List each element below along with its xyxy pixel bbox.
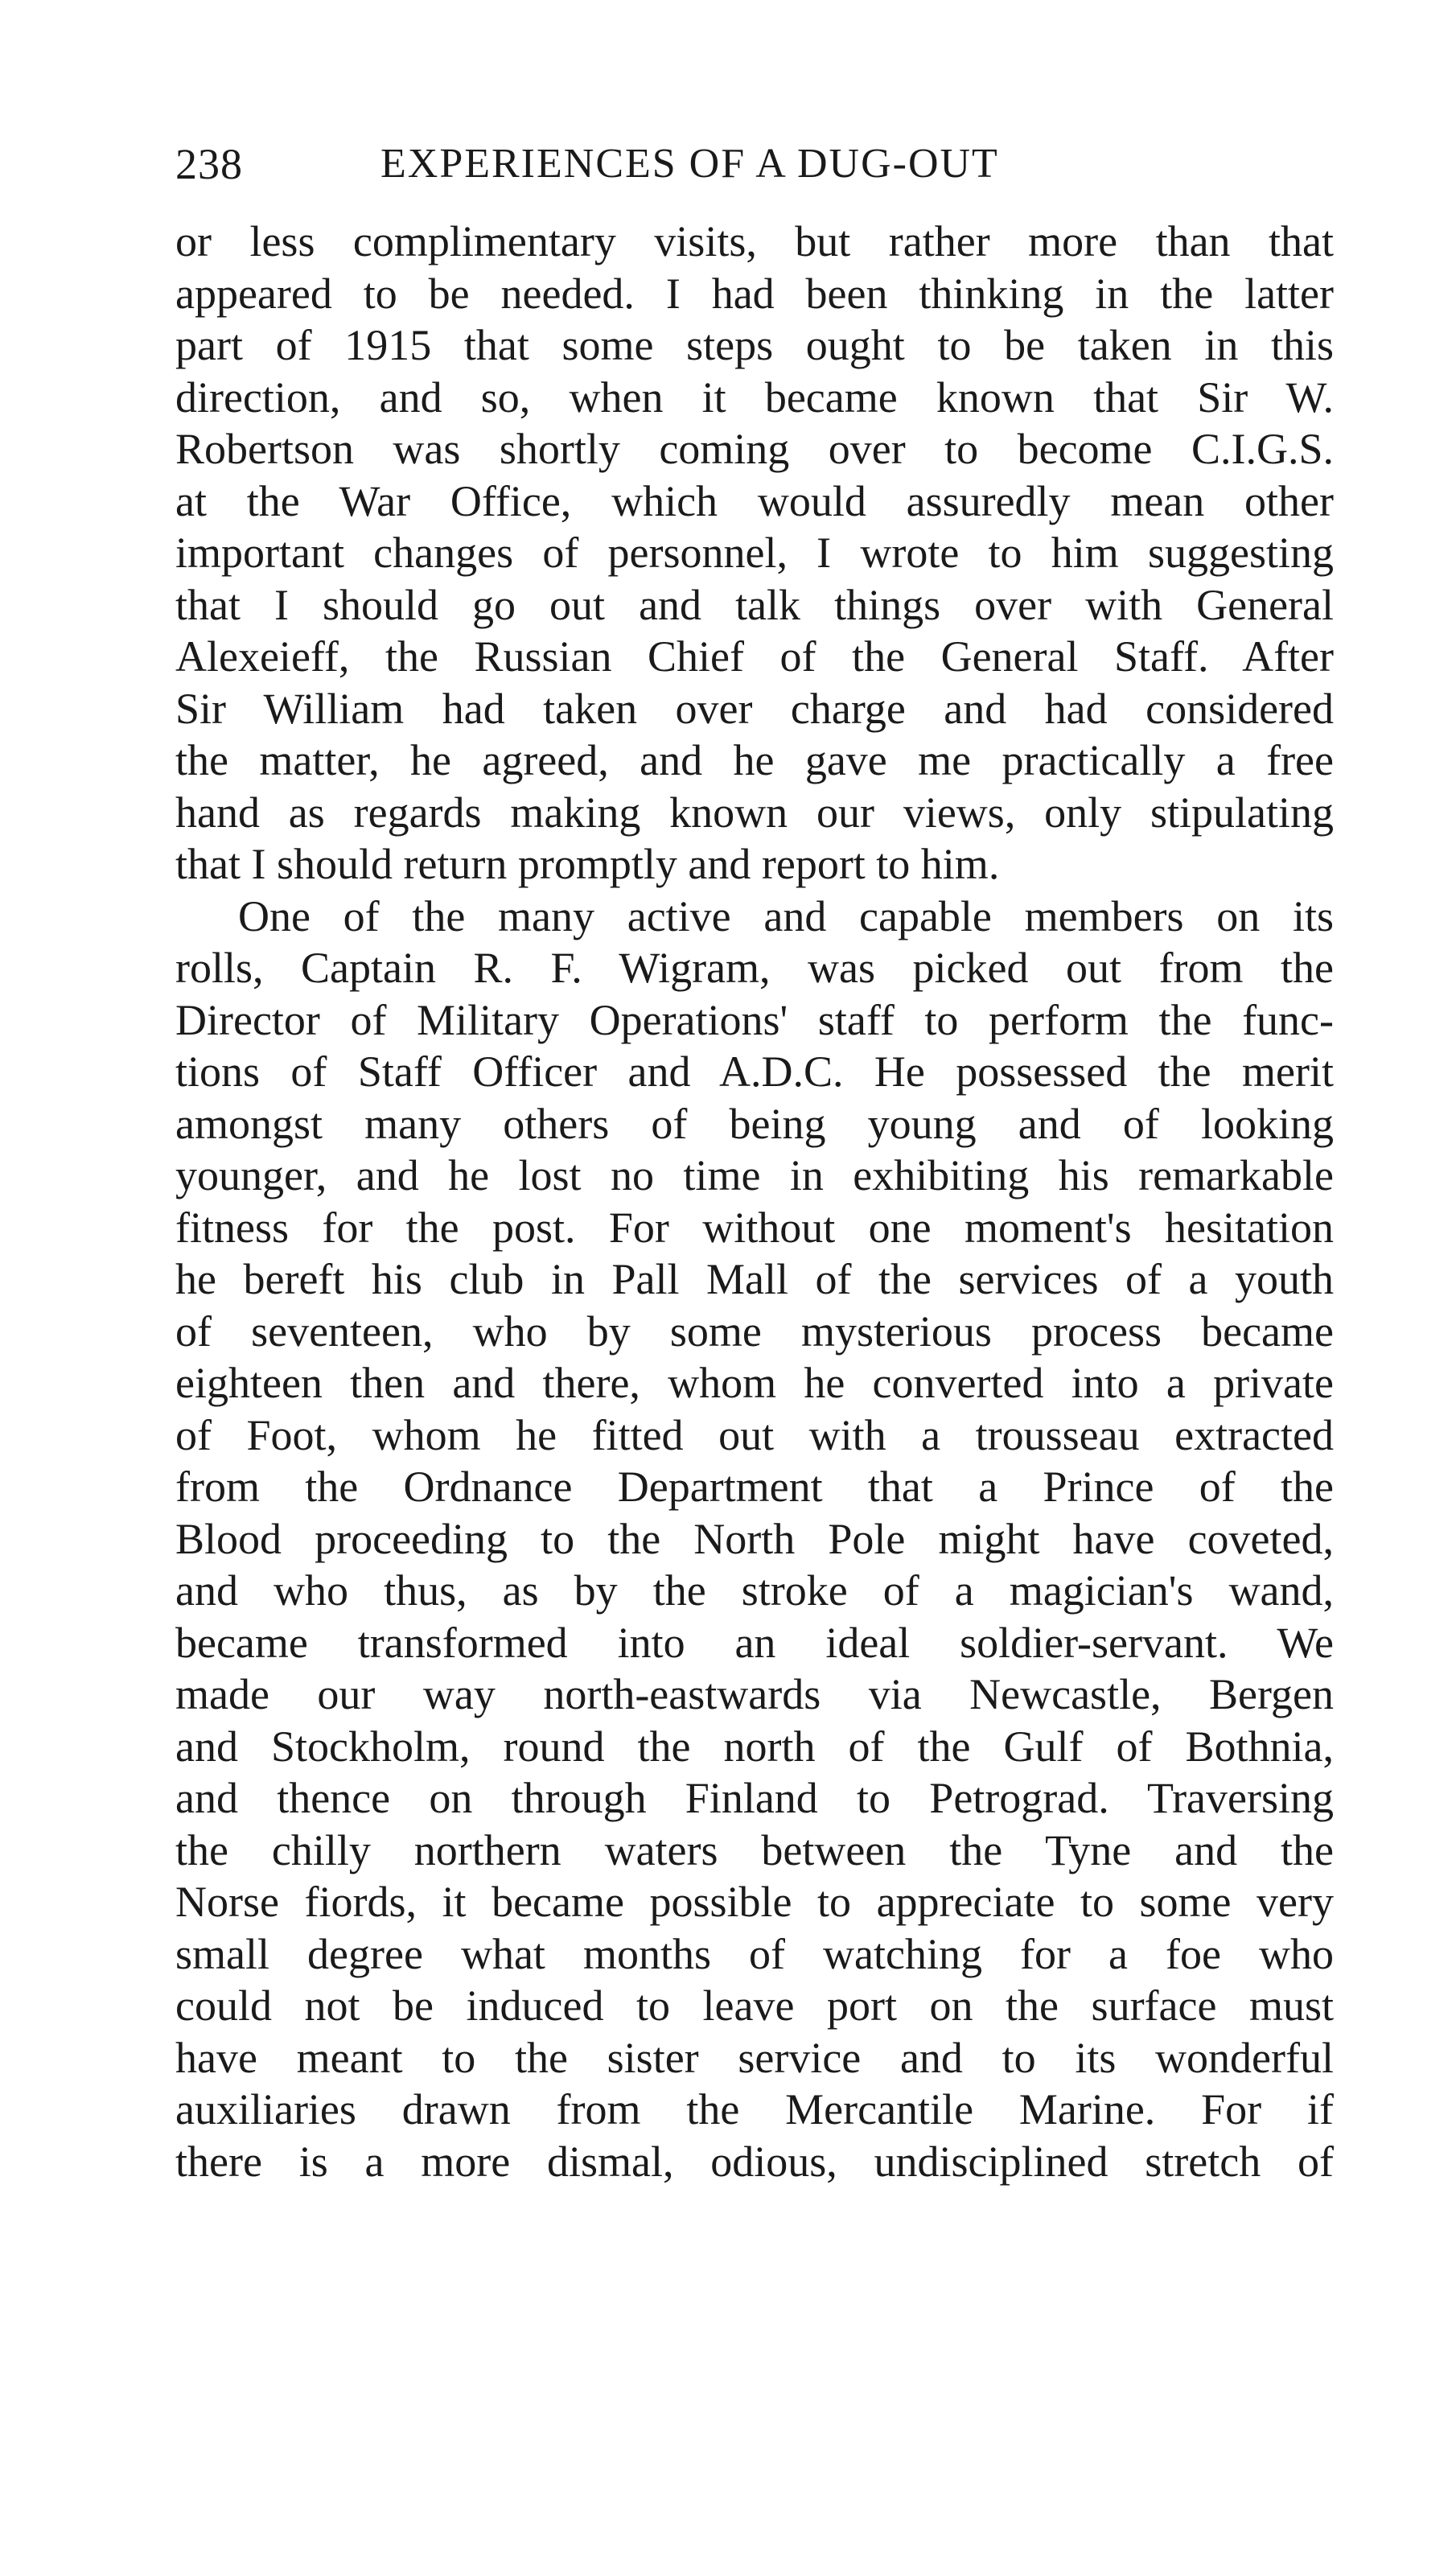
text-line: became transformed into an ideal soldier-servant. We <box>175 1618 1334 1667</box>
text-line: and Stockholm, round the north of the Gulf of Bothnia, <box>175 1722 1334 1771</box>
paragraph-1 <box>175 216 1334 891</box>
page-number: 238 <box>175 140 243 188</box>
text-line: appeared to be needed. I had been thinking in the latter <box>175 269 1334 318</box>
text-line: and who thus, as by the stroke of a magician's wand, <box>175 1566 1334 1615</box>
text-line: Alexeieff, the Russian Chief of the General Staff. After <box>175 632 1334 681</box>
text-line: the chilly northern waters between the Tyne and the <box>175 1825 1334 1874</box>
text-line: made our way north-eastwards via Newcastle, Bergen <box>175 1670 1334 1718</box>
text-line: One of the many active and capable members on its <box>238 891 1334 940</box>
text-line: that I should return promptly and report to him. <box>175 840 1000 888</box>
text-line: small degree what months of watching for a foe who <box>175 1929 1334 1978</box>
text-line: and thence on through Finland to Petrograd. Traversing <box>175 1774 1334 1822</box>
text-line: Robertson was shortly coming over to become C.I.G.S. <box>175 425 1334 473</box>
text-line: Blood proceeding to the North Pole might have coveted, <box>175 1514 1334 1563</box>
text-line: tions of Staff Officer and A.D.C. He possessed the merit <box>175 1047 1334 1096</box>
text-line: that I should go out and talk things over with General <box>175 580 1334 629</box>
paragraph-2 <box>175 891 1334 2188</box>
text-line: Sir William had taken over charge and had considered <box>175 684 1334 733</box>
text-line: of seventeen, who by some mysterious process became <box>175 1306 1334 1356</box>
text-line: he bereft his club in Pall Mall of the services of a youth <box>175 1255 1334 1303</box>
text-line: eighteen then and there, whom he converted into a private <box>175 1359 1334 1407</box>
text-line: Norse fiords, it became possible to appreciate to some very <box>175 1878 1334 1926</box>
text-line: direction, and so, when it became known that Sir W. <box>175 372 1334 422</box>
text-line: the matter, he agreed, and he gave me practically a free <box>175 736 1334 784</box>
text-line: from the Ordnance Department that a Prince of the <box>175 1463 1334 1511</box>
text-line: have meant to the sister service and to its wonderful <box>175 2033 1334 2082</box>
text-line: at the War Office, which would assuredly mean other <box>175 476 1334 525</box>
text-line: part of 1915 that some steps ought to be taken in this <box>175 321 1334 369</box>
text-line: younger, and he lost no time in exhibiting his remarkable <box>175 1151 1334 1199</box>
text-line: of Foot, whom he fitted out with a trousseau extracted <box>175 1410 1334 1459</box>
text-line: hand as regards making known our views, only stipulating <box>175 788 1334 837</box>
running-title: EXPERIENCES OF A DUG-OUT <box>380 141 999 187</box>
text-line: auxiliaries drawn from the Mercantile Marine. For if <box>175 2085 1334 2133</box>
text-line: Director of Military Operations' staff to perform the func- <box>175 995 1334 1044</box>
text-line: important changes of personnel, I wrote to him suggesting <box>175 529 1334 577</box>
text-line: there is a more dismal, odious, undisciplined stretch of <box>175 2137 1334 2186</box>
body-text <box>175 216 1334 2187</box>
text-line: could not be induced to leave port on the surface must <box>175 1981 1334 2030</box>
page-header <box>175 135 1334 200</box>
text-line: or less complimentary visits, but rather more than that <box>175 217 1334 265</box>
text-line: fitness for the post. For without one moment's hesitation <box>175 1203 1334 1252</box>
text-line: rolls, Captain R. F. Wigram, was picked out from the <box>175 944 1334 992</box>
text-line: amongst many others of being young and of looking <box>175 1099 1334 1148</box>
